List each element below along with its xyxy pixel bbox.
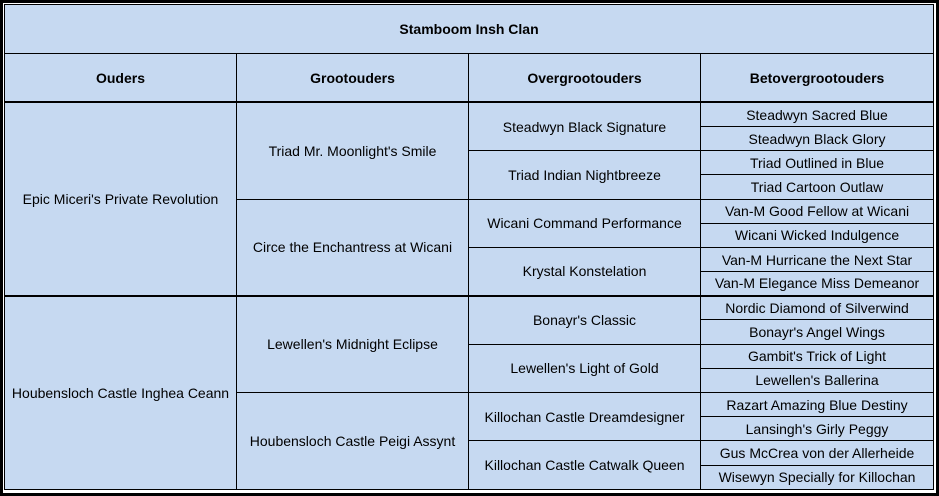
pedigree-title: Stamboom Insh Clan [5,5,934,54]
great-great-grandparent-cell: Van-M Good Fellow at Wicani [701,199,934,223]
parent-cell: Epic Miceri's Private Revolution [5,102,237,296]
grandparent-cell: Triad Mr. Moonlight's Smile [237,102,469,199]
great-great-grandparent-cell: Van-M Hurricane the Next Star [701,247,934,271]
grandparent-cell: Circe the Enchantress at Wicani [237,199,469,296]
great-great-grandparent-cell: Triad Outlined in Blue [701,151,934,175]
parent-cell: Houbensloch Castle Inghea Ceann [5,296,237,490]
great-great-grandparent-cell: Razart Amazing Blue Destiny [701,393,934,417]
great-great-grandparent-cell: Nordic Diamond of Silverwind [701,296,934,320]
column-header-great-grandparents: Overgrootouders [469,54,701,102]
great-grandparent-cell: Steadwyn Black Signature [469,102,701,150]
great-great-grandparent-cell: Gambit's Trick of Light [701,344,934,368]
great-grandparent-cell: Triad Indian Nightbreeze [469,151,701,199]
great-grandparent-cell: Krystal Konstelation [469,247,701,295]
great-grandparent-cell: Killochan Castle Catwalk Queen [469,441,701,490]
column-header-grandparents: Grootouders [237,54,469,102]
great-grandparent-cell: Lewellen's Light of Gold [469,344,701,392]
great-great-grandparent-cell: Gus McCrea von der Allerheide [701,441,934,465]
great-great-grandparent-cell: Lewellen's Ballerina [701,368,934,392]
great-great-grandparent-cell: Lansingh's Girly Peggy [701,417,934,441]
great-great-grandparent-cell: Van-M Elegance Miss Demeanor [701,272,934,296]
great-great-grandparent-cell: Bonayr's Angel Wings [701,320,934,344]
great-great-grandparent-cell: Steadwyn Sacred Blue [701,102,934,126]
grandparent-cell: Lewellen's Midnight Eclipse [237,296,469,393]
pedigree-table [4,4,934,490]
great-great-grandparent-cell: Triad Cartoon Outlaw [701,175,934,199]
column-header-great-great-grandparents: Betovergrootouders [701,54,934,102]
great-grandparent-cell: Killochan Castle Dreamdesigner [469,393,701,441]
great-grandparent-cell: Wicani Command Performance [469,199,701,247]
great-grandparent-cell: Bonayr's Classic [469,296,701,344]
great-great-grandparent-cell: Wicani Wicked Indulgence [701,223,934,247]
column-header-parents: Ouders [5,54,237,102]
great-great-grandparent-cell: Wisewyn Specially for Killochan [701,465,934,489]
great-great-grandparent-cell: Steadwyn Black Glory [701,126,934,150]
grandparent-cell: Houbensloch Castle Peigi Assynt [237,393,469,490]
